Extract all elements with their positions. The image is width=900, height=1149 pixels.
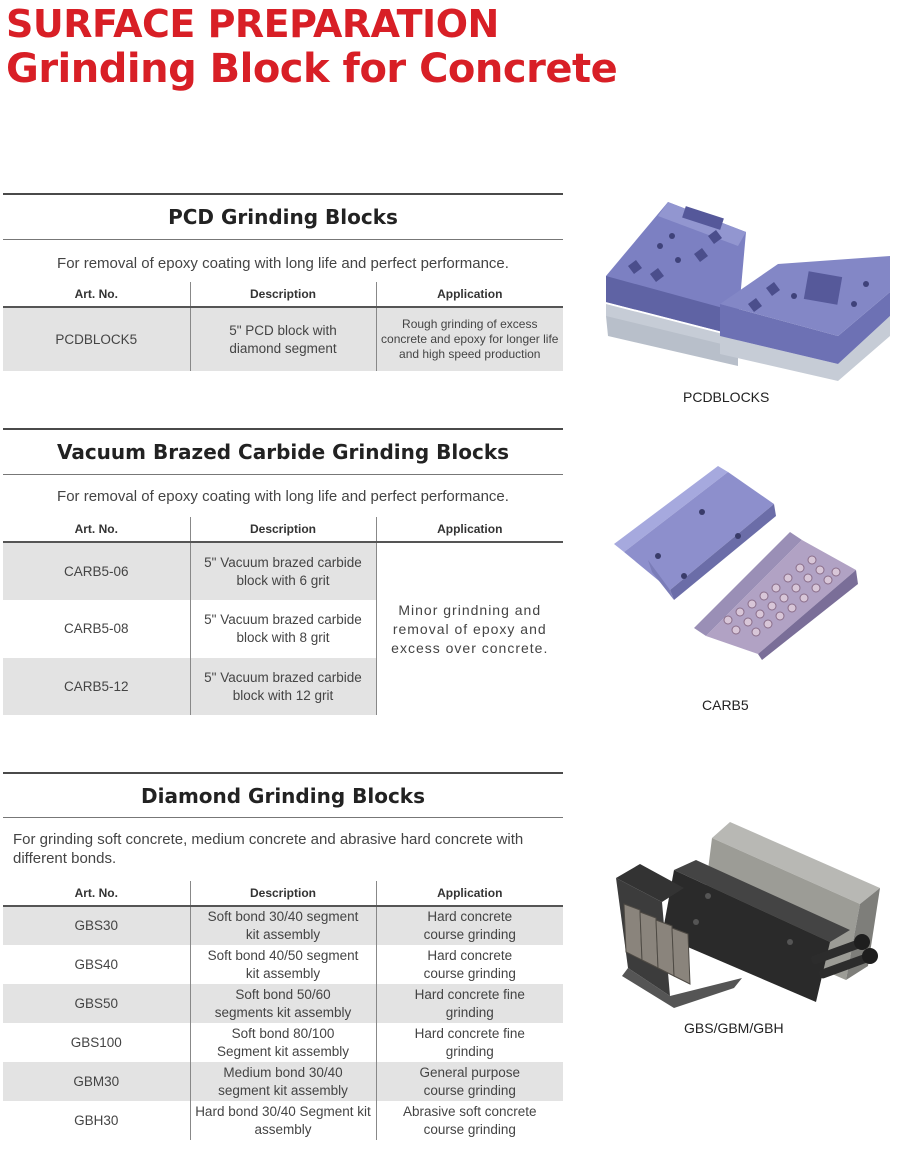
col-description: Description bbox=[190, 881, 376, 906]
gbs-gbm-gbh-photo bbox=[610, 820, 890, 1010]
col-application: Application bbox=[376, 881, 563, 906]
pcd-blocks-photo bbox=[598, 196, 898, 381]
carb-description: For removal of epoxy coating with long life and perfect performance. bbox=[57, 488, 509, 505]
art-no-cell: GBS50 bbox=[3, 984, 190, 1023]
carb-section bbox=[3, 428, 563, 715]
col-application: Application bbox=[376, 282, 563, 307]
table-row bbox=[3, 984, 563, 1023]
application-cell: Hard concrete fine grinding bbox=[376, 984, 563, 1023]
art-no-cell: PCDBLOCK5 bbox=[3, 307, 190, 371]
pcd-section bbox=[3, 193, 563, 371]
carb-table bbox=[3, 517, 563, 715]
application-cell: General purpose course grinding bbox=[376, 1062, 563, 1101]
application-cell: Hard concrete course grinding bbox=[376, 945, 563, 984]
art-no-cell: CARB5-08 bbox=[63, 621, 129, 636]
art-no-cell: GBH30 bbox=[74, 1112, 119, 1128]
art-no-cell: CARB5-12 bbox=[3, 658, 190, 715]
description-cell: Soft bond 50/60 segments kit assembly bbox=[190, 984, 376, 1023]
table-row bbox=[3, 906, 563, 945]
page-title-line2: Grinding Block for Concrete bbox=[6, 46, 618, 92]
col-art-no: Art. No. bbox=[3, 282, 190, 307]
art-no-cell: CARB5-06 bbox=[3, 542, 190, 600]
description-cell: 5" PCD block with diamond segment bbox=[190, 307, 376, 371]
description-cell: Soft bond 80/100 Segment kit assembly bbox=[190, 1023, 376, 1062]
diamond-description: For grinding soft concrete, medium concrete and abrasive hard concrete with different bonds. bbox=[13, 831, 524, 867]
art-no-cell: GBS30 bbox=[3, 906, 190, 945]
application-cell: Abrasive soft concrete course grinding bbox=[376, 1101, 563, 1140]
diamond-heading: Diamond Grinding Blocks bbox=[3, 772, 563, 818]
col-application: Application bbox=[376, 517, 563, 542]
carb5-caption: CARB5 bbox=[702, 697, 749, 713]
carb5-photo bbox=[608, 460, 878, 660]
page-title-line1: SURFACE PREPARATION bbox=[6, 2, 499, 46]
art-no-cell: GBM30 bbox=[3, 1062, 190, 1101]
art-no-cell: GBS100 bbox=[70, 1034, 122, 1050]
description-cell: 5" Vacuum brazed carbide block with 8 grit bbox=[190, 600, 376, 658]
pcd-description: For removal of epoxy coating with long life and perfect performance. bbox=[57, 255, 509, 272]
gbs-caption: GBS/GBM/GBH bbox=[684, 1020, 784, 1036]
table-row bbox=[3, 307, 563, 371]
art-no-cell: GBS40 bbox=[74, 956, 119, 972]
table-row bbox=[3, 945, 563, 984]
pcd-caption: PCDBLOCKS bbox=[683, 389, 770, 405]
col-description: Description bbox=[190, 282, 376, 307]
description-cell: Medium bond 30/40 segment kit assembly bbox=[190, 1062, 376, 1101]
description-cell: Hard bond 30/40 Segment kit assembly bbox=[190, 1101, 376, 1140]
table-row bbox=[3, 1062, 563, 1101]
application-cell: Hard concrete course grinding bbox=[376, 906, 563, 945]
carb-heading: Vacuum Brazed Carbide Grinding Blocks bbox=[3, 428, 563, 475]
col-description: Description bbox=[190, 517, 376, 542]
table-row bbox=[3, 1101, 563, 1140]
col-art-no: Art. No. bbox=[3, 881, 190, 906]
description-cell: 5" Vacuum brazed carbide block with 6 grit bbox=[190, 542, 376, 600]
table-row bbox=[3, 542, 563, 600]
description-cell: Soft bond 40/50 segment kit assembly bbox=[190, 945, 376, 984]
description-cell: Soft bond 30/40 segment kit assembly bbox=[190, 906, 376, 945]
table-row bbox=[3, 1023, 563, 1062]
diamond-section bbox=[3, 772, 563, 1140]
pcd-heading: PCD Grinding Blocks bbox=[3, 193, 563, 240]
description-cell: 5" Vacuum brazed carbide block with 12 grit bbox=[190, 658, 376, 715]
col-art-no: Art. No. bbox=[3, 517, 190, 542]
pcd-table bbox=[3, 282, 563, 371]
diamond-table bbox=[3, 881, 563, 1140]
application-cell: Minor grindning and removal of epoxy and excess over concrete. bbox=[376, 542, 563, 715]
application-cell: Hard concrete fine grinding bbox=[376, 1023, 563, 1062]
application-cell: Rough grinding of excess concrete and epoxy for longer life and high speed production bbox=[376, 307, 563, 371]
